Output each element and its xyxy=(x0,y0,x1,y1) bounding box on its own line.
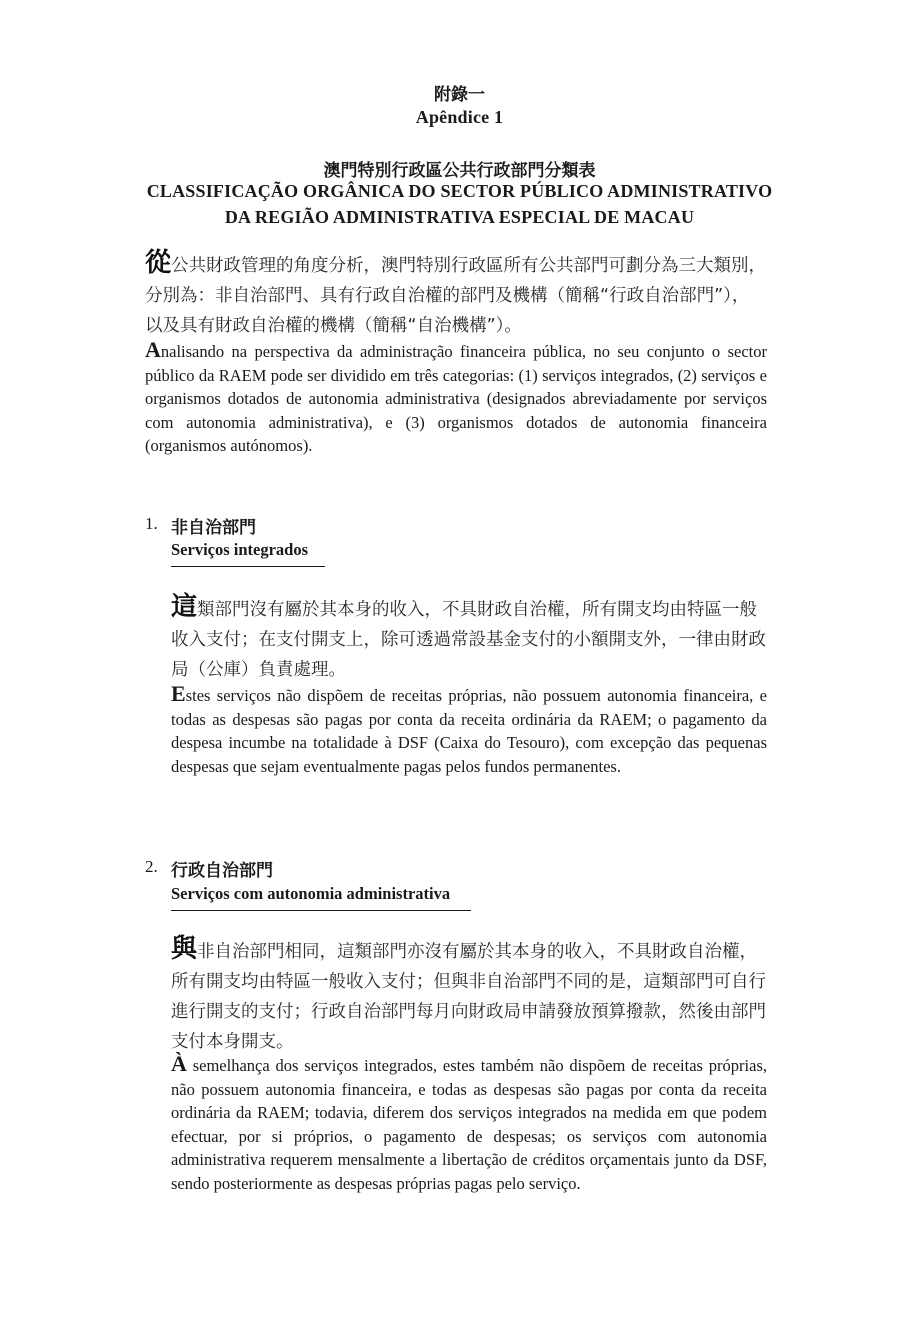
section-2-zh-line-3: 進行開支的支付；行政自治部門每月向財政局申請發放預算撥款，然後由部門 xyxy=(171,1002,766,1022)
section-2-title-pt: Serviços com autonomia administrativa xyxy=(171,884,471,911)
section-1-paragraph-zh xyxy=(171,592,775,685)
section-2-zh-line-4: 支付本身開支。 xyxy=(171,1032,294,1052)
section-1-paragraph-pt xyxy=(171,682,767,778)
section-1-zh-line-3: 局（公庫）負責處理。 xyxy=(171,660,346,680)
section-1-zh-line-2: 收入支付；在支付開支上，除可透過常設基金支付的小額開支外，一律由財政 xyxy=(171,630,766,650)
section-1-pt-text: stes serviços não dispõem de receitas próprias, não possuem autonomia financeira, e todas as despesas são pagas por conta da receita ordinária da RAEM; o pagamento da despesa incumbe na totalidade à DSF (Caixa do Tesouro), com excepção das pequenas despesas que sejam eventualmente pagas pelos fundos permanentes. xyxy=(171,686,767,776)
intro-paragraph-pt xyxy=(145,338,767,458)
intro-zh-drop-cap: 從 xyxy=(145,248,172,278)
document-title-pt-line2: DA REGIÃO ADMINISTRATIVA ESPECIAL DE MACAU xyxy=(224,207,695,227)
appendix-title-zh: 附錄一 xyxy=(434,85,485,105)
section-1-zh-drop-cap: 這 xyxy=(171,592,198,622)
intro-pt-drop-cap: A xyxy=(145,337,161,362)
section-1-pt-drop-cap: E xyxy=(171,681,186,706)
section-2-paragraph-pt xyxy=(171,1052,767,1195)
section-2-paragraph-zh xyxy=(171,934,775,1057)
section-2-pt-drop-cap: À xyxy=(171,1051,187,1076)
section-2-zh-line-1: 與非自治部門相同，這類部門亦沒有屬於其本身的收入，不具財政自治權， xyxy=(171,934,758,964)
intro-zh-line-1: 從公共財政管理的角度分析，澳門特別行政區所有公共部門可劃分為三大類別， xyxy=(145,248,767,278)
section-1-zh-line-1: 這類部門沒有屬於其本身的收入，不具財政自治權，所有開支均由特區一般 xyxy=(171,592,758,622)
section-2-number: 2. xyxy=(145,857,158,876)
intro-zh-line-3: 以及具有財政自治權的機構（簡稱“自治機構”）。 xyxy=(145,316,522,336)
section-1-title-zh: 非自治部門 xyxy=(171,518,256,538)
section-2-pt-text: semelhança dos serviços integrados, estes também não dispõem de receitas próprias, não possuem autonomia financeira, e todas as despesas são pagas por conta da receita ordinária da RAEM; todavia, diferem dos serviços integrados na medida em que podem efectuar, por si próprios, o pagamento de despesas; os serviços com autonomia administrativa requerem mensalmente a libertação de créditos orçamentais junto da DSF, sendo posteriormente as despesas próprias pagas pelo serviço. xyxy=(171,1056,767,1193)
section-1-title-pt: Serviços integrados xyxy=(171,540,325,567)
intro-paragraph-zh xyxy=(145,248,775,341)
section-2-title-zh: 行政自治部門 xyxy=(171,861,273,881)
document-title-pt-line1: CLASSIFICAÇÃO ORGÂNICA DO SECTOR PÚBLICO ADMINISTRATIVO xyxy=(146,181,773,201)
appendix-title-pt: Apêndice 1 xyxy=(415,107,504,127)
intro-zh-line-2: 分別為：非自治部門、具有行政自治權的部門及機構（簡稱“行政自治部門”）， xyxy=(145,286,750,306)
document-title-zh: 澳門特別行政區公共行政部門分類表 xyxy=(323,161,596,181)
intro-pt-text: nalisando na perspectiva da administração financeira pública, no seu conjunto o sector público da RAEM pode ser dividido em três categorias: (1) serviços integrados, (2) serviços e organismos dotados de autonomia administrativa (designados abreviadamente por serviços com autonomia administrativa), e (3) organismos dotados de autonomia financeira (organismos autónomos). xyxy=(145,342,767,455)
section-1-number: 1. xyxy=(145,514,158,533)
section-2-zh-drop-cap: 與 xyxy=(171,934,198,964)
section-2-zh-line-2: 所有開支均由特區一般收入支付；但與非自治部門不同的是，這類部門可自行 xyxy=(171,972,766,992)
